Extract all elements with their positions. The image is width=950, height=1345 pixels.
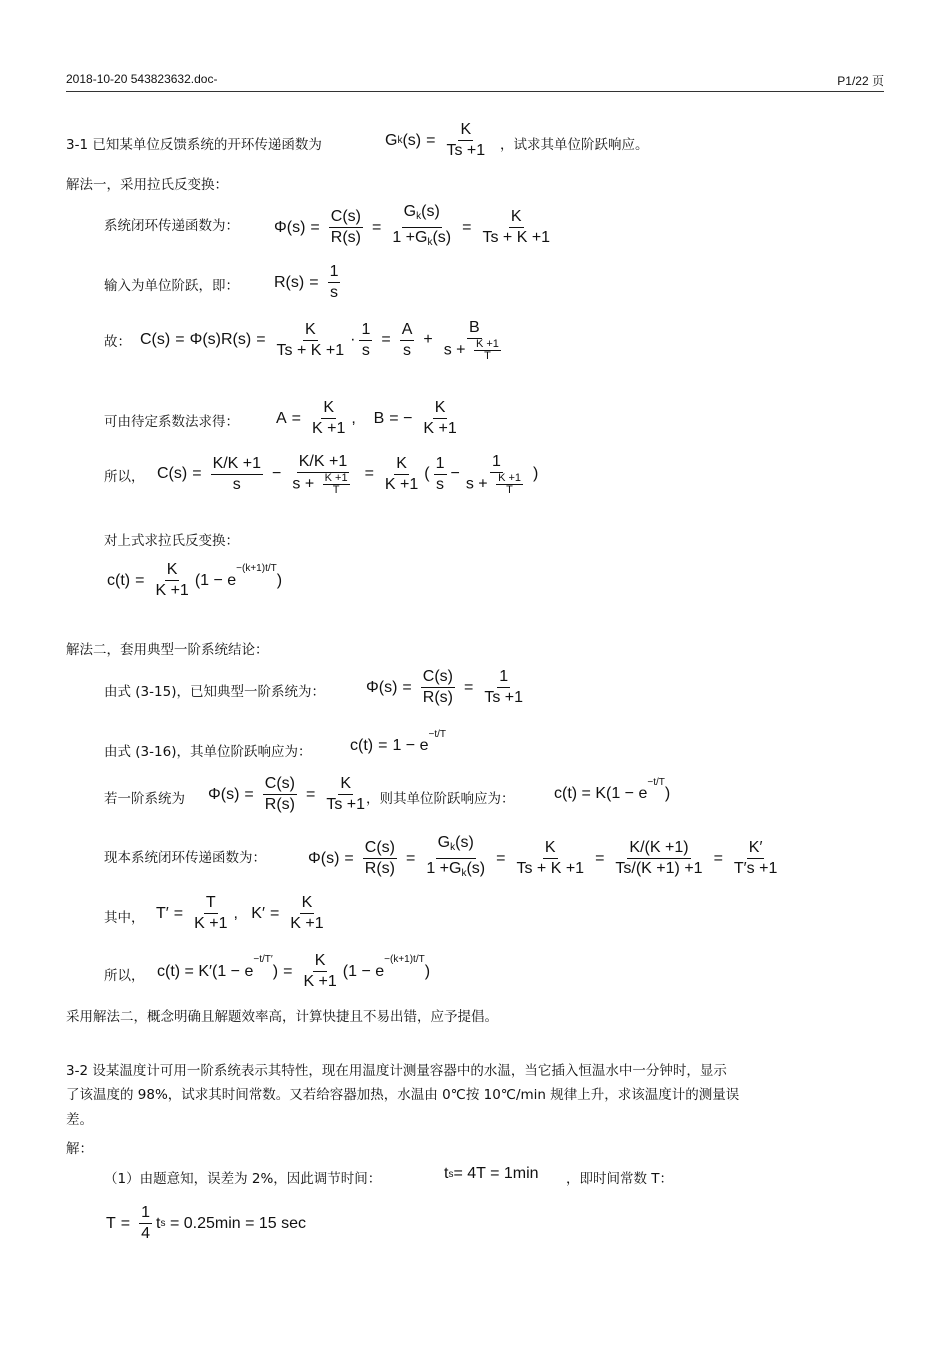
therefore-label: 所以， xyxy=(104,469,145,485)
eq315-label: 由式 (3-15)，已知典型一阶系统为： xyxy=(104,684,325,700)
t-value-result: = 0.25min = 15 sec xyxy=(169,1214,307,1232)
solve-label: 解： xyxy=(66,1141,93,1157)
ts-symbol: t xyxy=(444,1165,449,1182)
undetermined-label: 可由待定系数法求得： xyxy=(104,414,239,430)
ts-value: = 4T = 1min xyxy=(453,1165,539,1182)
gk-formula: G k (s) = $\frac{K}{Ts +1}$ xyxy=(385,121,486,159)
typical-step-response: c(t) = 1 − e −t/T xyxy=(350,728,446,754)
current-label: 现本系统闭环传递函数为： xyxy=(104,850,266,866)
then-resp-label: ，则其单位阶跃响应为： xyxy=(366,791,515,807)
where-label: 其中， xyxy=(104,910,145,926)
header-right: P1/22 页 xyxy=(837,74,884,88)
ct-result-formula: c(t) = $\frac{K}{K +1}$ (1 − e −(k+1)t/T ) xyxy=(107,561,283,599)
gain-first-order-formula: Φ(s) = $\frac{C(s)}{R(s)}$ = $\frac{K}{Ts +1}$ xyxy=(208,775,366,813)
problem-3-1-suffix: ，试求其单位阶跃响应。 xyxy=(500,137,649,153)
t-value-formula: T = $\frac{1}{4}$ t s = 0.25min = 15 sec xyxy=(106,1204,307,1242)
conclusion-text: 采用解法二，概念明确且解题效率高，计算快捷且不易出错，应予提倡。 xyxy=(66,1009,498,1025)
gain-step-response: c(t) = K(1 − e −t/T ) xyxy=(554,776,671,802)
ts-formula: t s = 4T = 1min xyxy=(444,1165,539,1182)
typical-first-order-formula: Φ(s) = $\frac{C(s)}{R(s)}$ = $\frac{1}{Ts +1}$ xyxy=(366,668,524,706)
ab-formula: A = $\frac{K}{K +1}$ , B = − $\frac{K}{K +1}$ xyxy=(276,399,457,437)
final-response-formula: c(t) = K′(1 − e −t/T′ ) = $\frac{K}{K +1}$ (1 − e −(k+1)t/T ) xyxy=(157,952,431,990)
closed-loop-label: 系统闭环传递函数为： xyxy=(104,218,239,234)
method1-heading: 解法一，采用拉氏反变换： xyxy=(66,177,228,193)
input-formula: R(s) = $\frac{1}{s}$ xyxy=(274,263,339,301)
problem-3-1-label: 3-1 已知某单位反馈系统的开环传递函数为 xyxy=(66,137,322,153)
header-divider xyxy=(66,91,884,92)
therefore2-label: 所以， xyxy=(104,968,145,984)
problem-3-2-line2: 了该温度的 98%，试求其时间常数。又若给容器加热，水温由 0℃按 10℃/min 规律上升，求该温度计的测量误 xyxy=(66,1087,740,1103)
method2-heading: 解法二，套用典型一阶系统结论： xyxy=(66,642,269,658)
t-prime-k-prime-formula: T′ = $\frac{T}{K +1}$ , K′ = $\frac{K}{K +1}$ xyxy=(156,894,324,932)
current-closed-loop-formula: Φ(s) = $\frac{C(s)}{R(s)}$ = $\frac{Gk(s)}{1 +Gk(s)}$ = $\frac{K}{Ts + K +1}$ = $\frac{K/(K +1)}{Ts/(K +1) +1}$ = $\frac{K'}{T's +1}$ xyxy=(308,834,778,879)
if-first-label: 若一阶系统为 xyxy=(104,791,185,807)
closed-loop-formula: Φ(s) = $\frac{C(s)}{R(s)}$ = $\frac{Gk(s)}{1 +Gk(s)}$ = $\frac{K}{Ts + K +1}$ xyxy=(274,203,551,248)
header-left: 2018-10-20 543823632.doc- xyxy=(66,72,218,86)
cs-formula: C(s) = Φ(s)R(s) = $\frac{K}{Ts + K +1}$ · $\frac{1}{s}$ = $\frac{A}{s}$ + B s + $\frac{K +1}{T}$ xyxy=(140,319,499,362)
problem-3-2-line3: 差。 xyxy=(66,1112,93,1128)
input-label: 输入为单位阶跃，即： xyxy=(104,278,239,294)
cs-expanded-formula: C(s) = $\frac{K/K +1}{s}$ − K/K +1 s + $\frac{K +1}{T}$ = $\frac{K}{K +1}$ ( 1 s − 1 s + $\frac{K +1}{T}$ ) xyxy=(157,453,539,496)
step1-tail: ，即时间常数 T： xyxy=(566,1171,674,1187)
inverse-label: 对上式求拉氏反变换： xyxy=(104,533,239,549)
problem-3-2-line1: 3-2 设某温度计可用一阶系统表示其特性，现在用温度计测量容器中的水温，当它插入恒温水中一分钟时，显示 xyxy=(66,1063,727,1079)
step1-text: （1）由题意知，误差为 2%，因此调节时间： xyxy=(104,1171,382,1187)
eq316-label: 由式 (3-16)，其单位阶跃响应为： xyxy=(104,744,312,760)
so-label: 故： xyxy=(104,334,131,350)
